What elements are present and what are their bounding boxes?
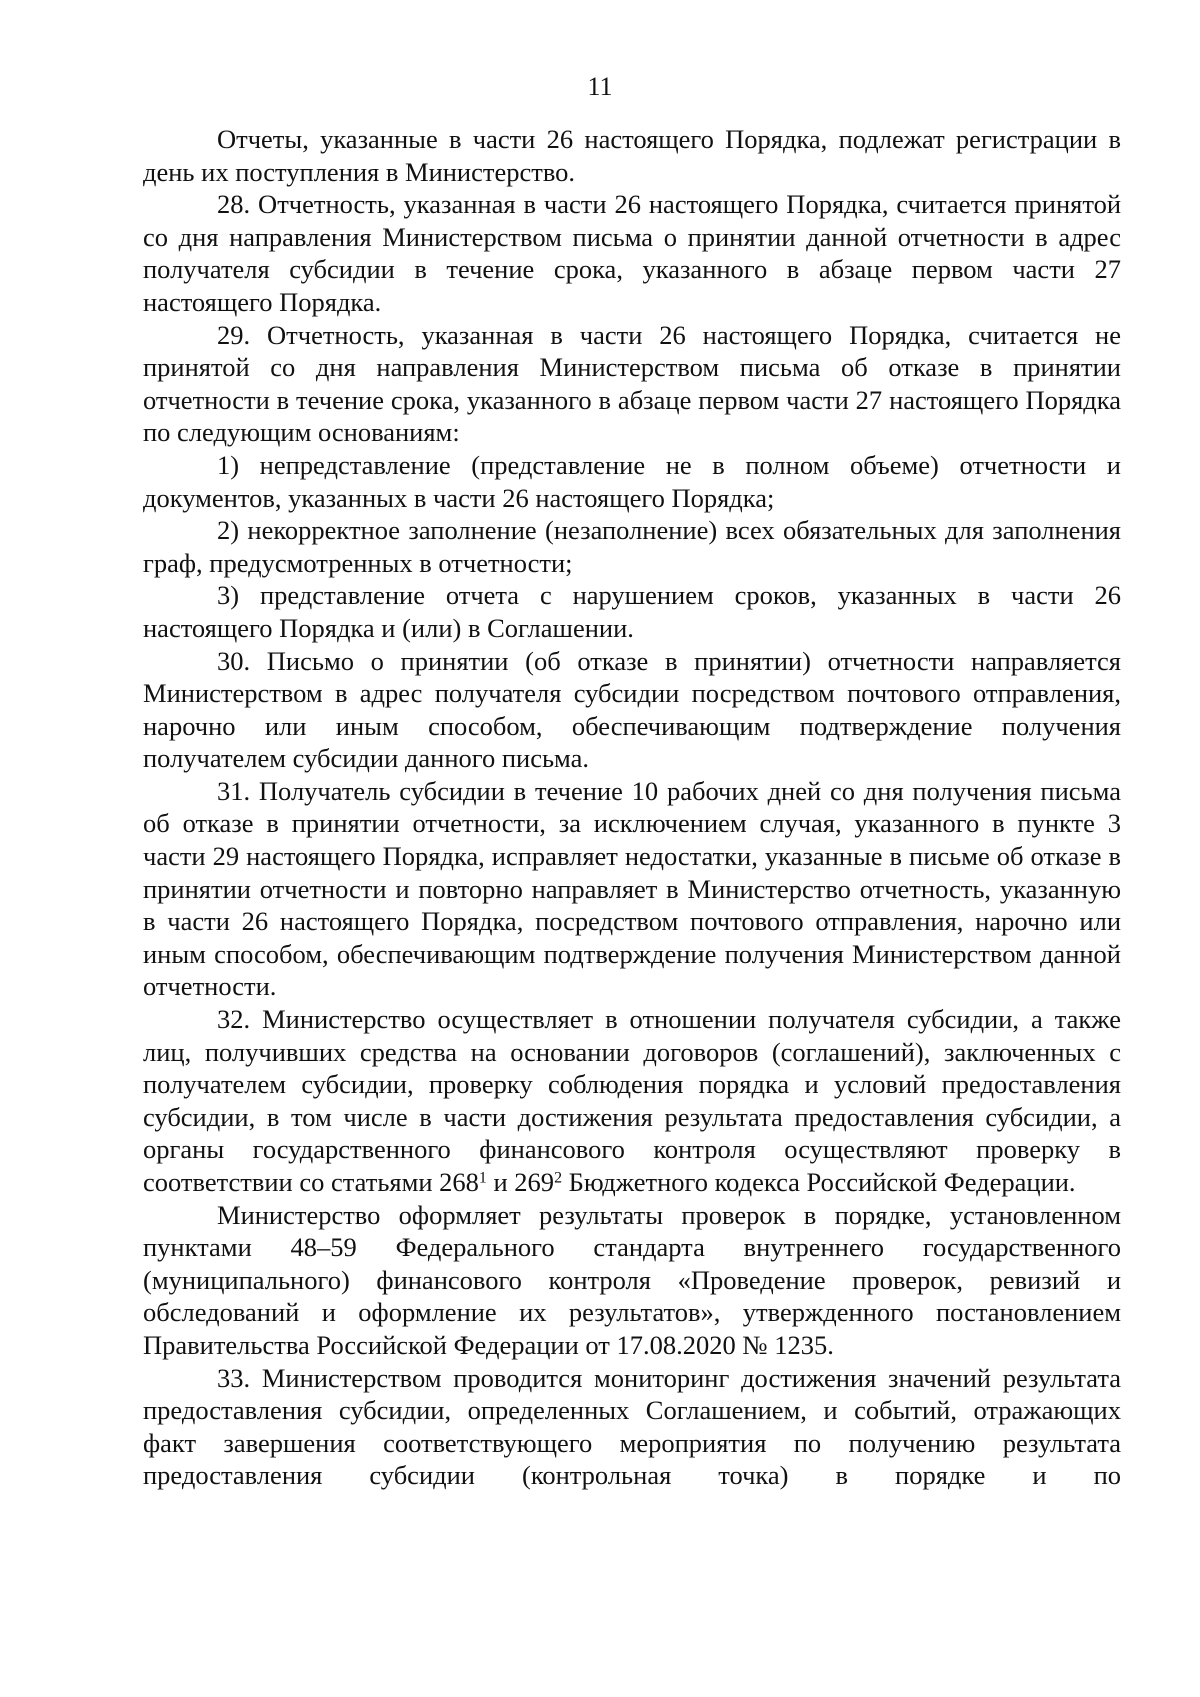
page-number: 11	[587, 72, 613, 101]
paragraph-31: 31. Получатель субсидии в течение 10 рабочих дней со дня получения письма об отказе в принятии отчетности, за исключением случая, указанного в пункте 3 части 29 настоящего Порядка, исправляет недостатки, указанные в письме об отказе в принятии отчетности и повторно направляет в Министерство отчетность, указанную в части 26 настоящего Порядка, посредством почтового отправления, нарочно или иным способом, обеспечивающим подтверждение получения Министерством данной отчетности.	[143, 775, 1121, 1002]
paragraph-reports-registration: Отчеты, указанные в части 26 настоящего Порядка, подлежат регистрации в день их поступления в Министерство.	[143, 124, 1121, 187]
paragraph-32-text-middle: и 269	[486, 1167, 555, 1197]
paragraph-29-item-1: 1) непредставление (представление не в полном объеме) отчетности и документов, указанных в части 26 настоящего Порядка;	[143, 449, 1121, 513]
paragraph-30: 30. Письмо о принятии (об отказе в принятии) отчетности направляется Министерством в адрес получателя субсидии посредством почтового отправления, нарочно или иным способом, обеспечивающим подтверждение получения получателем субсидии данного письма.	[143, 645, 1121, 774]
article-268-superscript: 1	[478, 1169, 487, 1187]
article-269-superscript: 2	[554, 1169, 563, 1187]
paragraph-28: 28. Отчетность, указанная в части 26 настоящего Порядка, считается принятой со дня направления Министерством письма о принятии данной отчетности в адрес получателя субсидии в течение срока, указанного в абзаце первом части 27 настоящего Порядка.	[143, 189, 1121, 317]
paragraph-inspection-results: Министерство оформляет результаты проверок в порядке, установленном пунктами 48–59 Федерального стандарта внутреннего государственного (муниципального) финансового контроля «Проведение проверок, ревизий и обследований и оформление их результатов», утвержденного постановлением Правительства Российской Федерации от 17.08.2020 № 1235.	[143, 1199, 1121, 1360]
paragraph-29-item-2: 2) некорректное заполнение (незаполнение) всех обязательных для заполнения граф, предусмотренных в отчетности;	[143, 515, 1121, 578]
paragraph-32	[143, 1003, 1121, 1199]
paragraph-29-item-3: 3) представление отчета с нарушением сроков, указанных в части 26 настоящего Порядка и (или) в Соглашении.	[143, 580, 1121, 643]
paragraph-29: 29. Отчетность, указанная в части 26 настоящего Порядка, считается не принятой со дня направления Министерством письма об отказе в принятии отчетности в течение срока, указанного в абзаце первом части 27 настоящего Порядка по следующим основаниям:	[143, 319, 1121, 448]
document-body	[143, 123, 1121, 1492]
paragraph-33: 33. Министерством проводится мониторинг достижения значений результата предоставления субсидии, определенных Соглашением, и событий, отражающих факт завершения соответствующего мероприятия по получению результата предоставления субсидии (контрольная точка) в порядке и по	[143, 1362, 1121, 1491]
paragraph-32-text-start: 32. Министерство осуществляет в отношении получателя субсидии, а также лиц, получивших средства на основании договоров (соглашений), заключенных с получателем субсидии, проверку соблюдения порядка и условий предоставления субсидии, в том числе в части достижения результата предоставления субсидии, а органы государственного финансового контроля осуществляют проверку в соответствии со статьями 268	[143, 1004, 1121, 1197]
paragraph-32-text-end: Бюджетного кодекса Российской Федерации.	[562, 1167, 1076, 1197]
